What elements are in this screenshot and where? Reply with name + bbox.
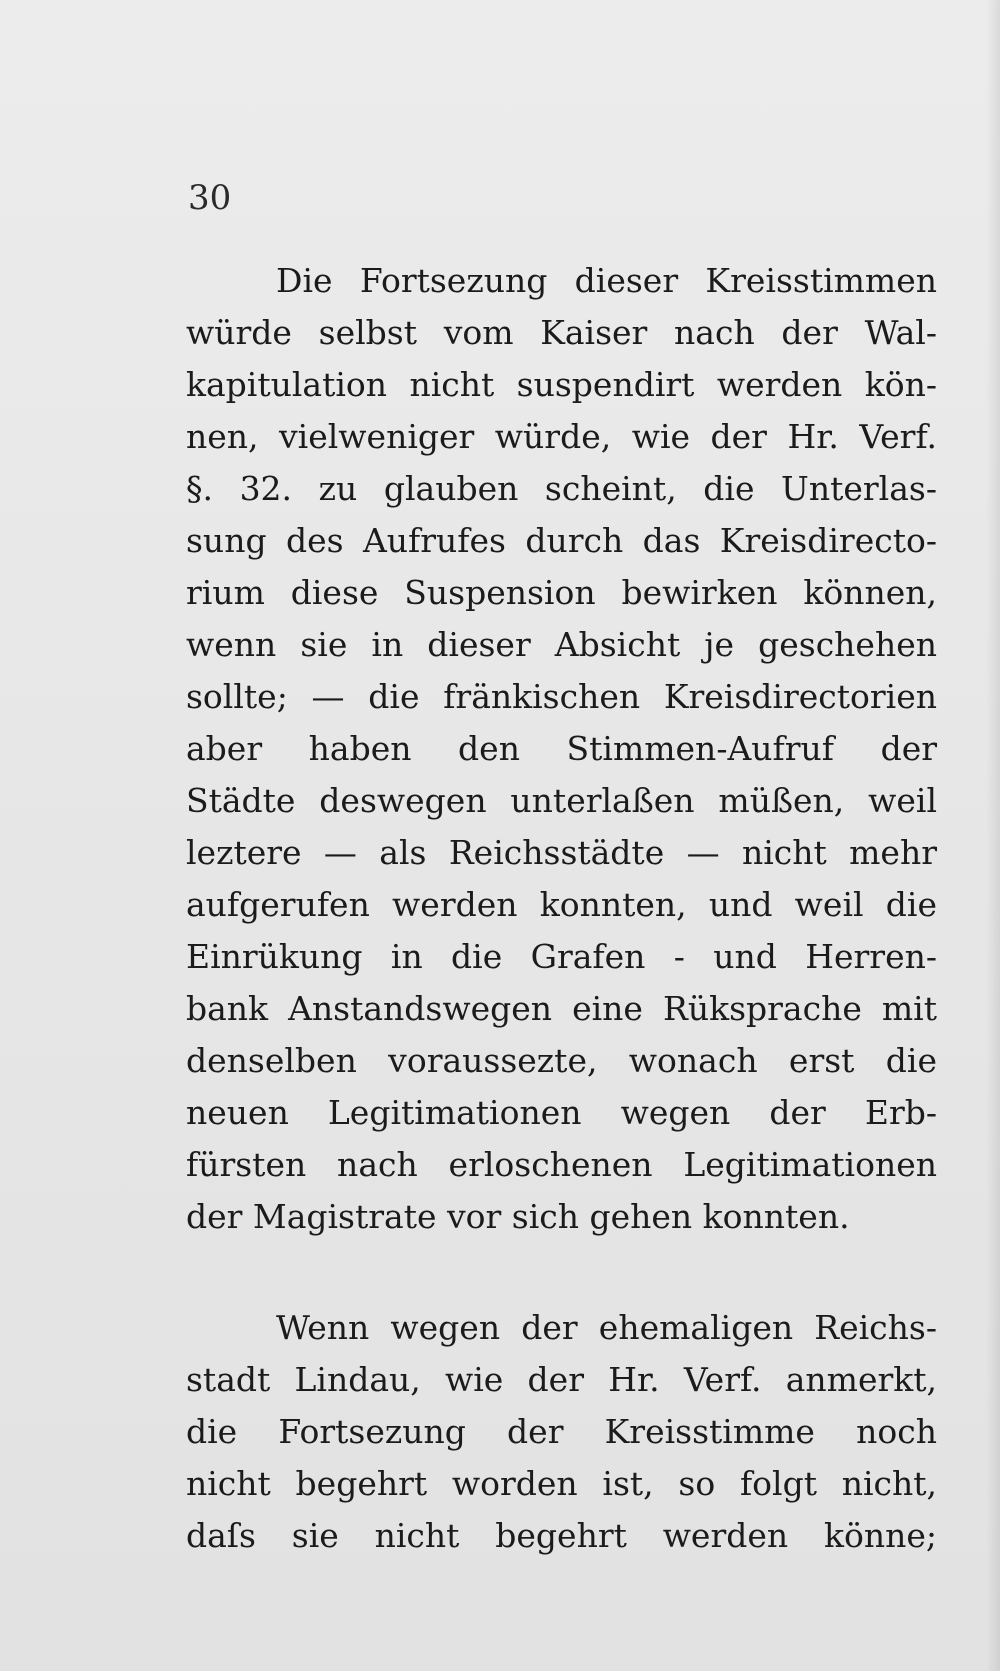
text-line: sung des Aufrufes durch das Kreisdirecto- (186, 521, 937, 560)
text-line: wenn sie in dieser Absicht je geschehen (186, 625, 937, 664)
text-line: nicht begehrt worden ist, so folgt nicht, (186, 1464, 937, 1503)
text-line: nen, vielweniger würde, wie der Hr. Verf. (186, 417, 937, 456)
text-line: Wenn wegen der ehemaligen Reichs- (276, 1308, 937, 1347)
text-line: Einrükung in die Grafen - und Herren- (186, 937, 937, 976)
text-line: aber haben den Stimmen-Aufruf der (186, 729, 937, 768)
text-line: stadt Lindau, wie der Hr. Verf. anmerkt, (186, 1360, 937, 1399)
text-line: rium diese Suspension bewirken können, (186, 573, 937, 612)
text-line: sollte; — die fränkischen Kreisdirectorien (186, 677, 937, 716)
text-line: leztere — als Reichsstädte — nicht mehr (186, 833, 937, 872)
page-edge-shadow (986, 0, 1000, 1671)
text-line: neuen Legitimationen wegen der Erb- (186, 1093, 937, 1132)
text-line: der Magistrate vor sich gehen konnten. (186, 1197, 850, 1236)
paragraph-2 (186, 1302, 937, 1562)
text-line: bank Anstandswegen eine Rüksprache mit (186, 989, 937, 1028)
text-line: §. 32. zu glauben scheint, die Unterlas- (186, 469, 937, 508)
text-line: aufgerufen werden konnten, und weil die (186, 885, 937, 924)
text-line: denselben voraussezte, wonach erst die (186, 1041, 937, 1080)
text-line: Städte deswegen unterlaßen müßen, weil (186, 781, 937, 820)
text-line: kapitulation nicht suspendirt werden kön- (186, 365, 937, 404)
page-number: 30 (188, 178, 232, 218)
text-line: Die Fortsezung dieser Kreisstimmen (276, 261, 937, 300)
paragraph-1 (186, 255, 937, 1243)
text-line: fürsten nach erloschenen Legitimationen (186, 1145, 937, 1184)
text-line: die Fortsezung der Kreisstimme noch (186, 1412, 937, 1451)
text-line: daſs sie nicht begehrt werden könne; (186, 1516, 937, 1555)
text-line: würde selbst vom Kaiser nach der Wal- (186, 313, 937, 352)
